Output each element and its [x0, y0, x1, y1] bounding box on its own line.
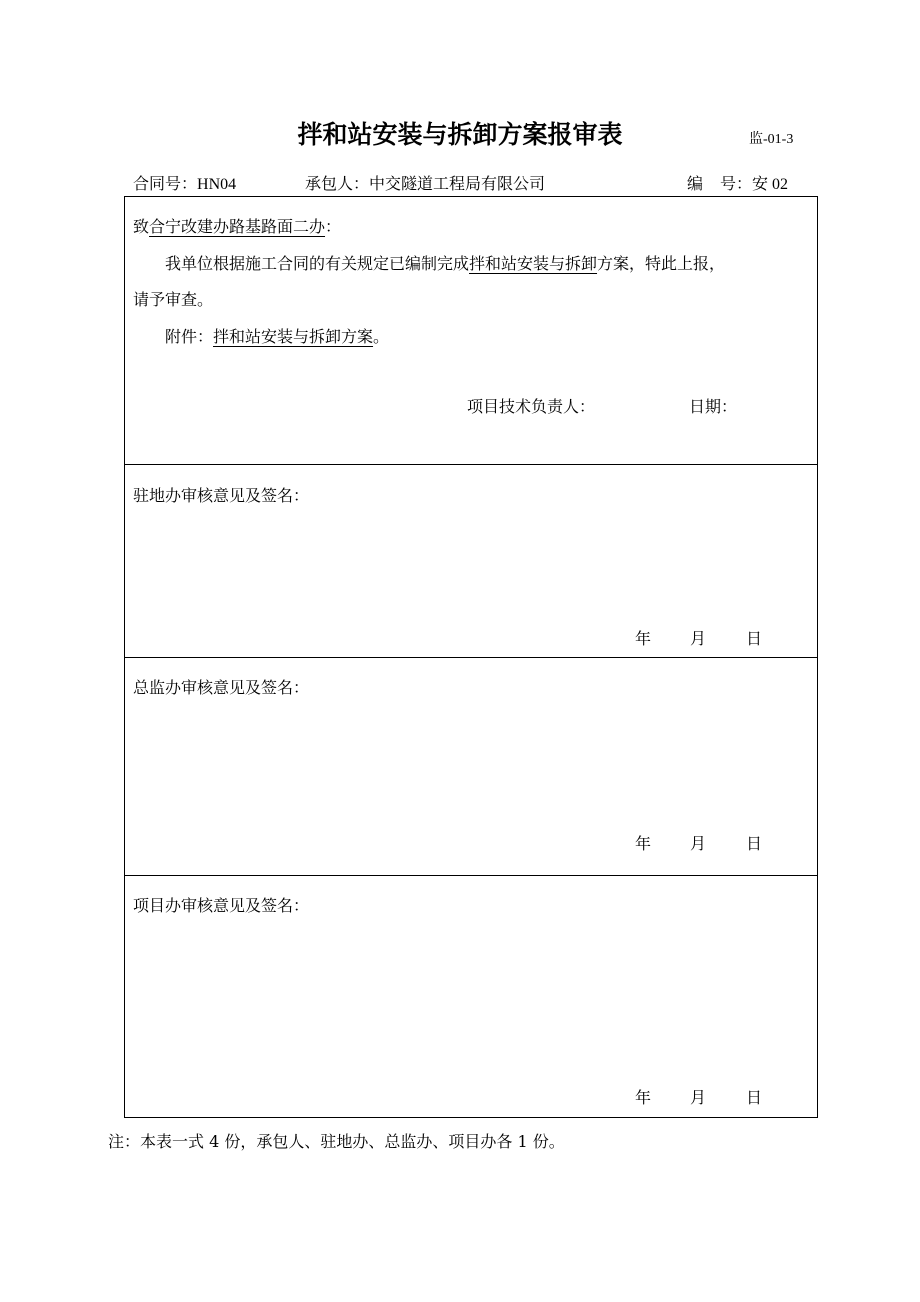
body-line-2: 请予审查。 — [133, 290, 214, 309]
year-label: 年 — [635, 629, 652, 648]
serial-label-2: 号： — [720, 174, 753, 193]
body-suffix: 方案，特此上报， — [597, 254, 726, 273]
day-label: 日 — [746, 834, 763, 853]
contract-value: HN04 — [197, 176, 237, 193]
attachment-line — [165, 329, 389, 345]
serial-number — [720, 176, 788, 193]
signer-label: 项目技术负责人： — [467, 397, 596, 416]
serial-label-1: 编 — [687, 174, 704, 193]
row-divider — [124, 464, 818, 465]
day-label: 日 — [746, 1088, 763, 1107]
serial-value-prefix: 安 — [752, 174, 769, 193]
form-title: 拌和站安装与拆卸方案报审表 — [297, 120, 623, 149]
body-prefix: 我单位根据施工合同的有关规定已编制完成 — [165, 254, 470, 273]
contractor-label: 承包人： — [305, 174, 370, 193]
project-office-opinion-label: 项目办审核意见及签名： — [133, 896, 310, 915]
date-label: 日期： — [689, 397, 738, 416]
addressee-line — [133, 219, 341, 235]
contract-label: 合同号： — [133, 174, 198, 193]
addressee-suffix: ： — [325, 217, 342, 236]
year-label: 年 — [635, 1088, 652, 1107]
attachment-value: 拌和站安装与拆卸方案 — [213, 327, 374, 346]
body-subject: 拌和站安装与拆卸 — [469, 254, 598, 273]
row-divider — [124, 875, 818, 876]
serial-value-number: 02 — [772, 176, 789, 193]
month-label: 月 — [690, 1088, 707, 1107]
contract-number — [133, 176, 236, 193]
resident-office-opinion-label: 驻地办审核意见及签名： — [133, 486, 310, 505]
year-label: 年 — [635, 834, 652, 853]
attachment-label: 附件： — [165, 327, 214, 346]
chief-supervisor-opinion-label: 总监办审核意见及签名： — [133, 678, 310, 697]
row-divider — [124, 657, 818, 658]
month-label: 月 — [690, 834, 707, 853]
addressee-recipient: 合宁改建办路基路面二办 — [149, 217, 326, 236]
form-code: 监-01-3 — [749, 132, 794, 147]
footer-note: 注：本表一式 4 份，承包人、驻地办、总监办、项目办各 1 份。 — [108, 1132, 565, 1151]
month-label: 月 — [690, 629, 707, 648]
contractor — [305, 176, 545, 192]
contractor-value: 中交隧道工程局有限公司 — [369, 174, 546, 193]
attachment-end: 。 — [373, 327, 390, 346]
day-label: 日 — [746, 629, 763, 648]
body-line-1 — [165, 256, 725, 272]
addressee-prefix: 致 — [133, 217, 150, 236]
